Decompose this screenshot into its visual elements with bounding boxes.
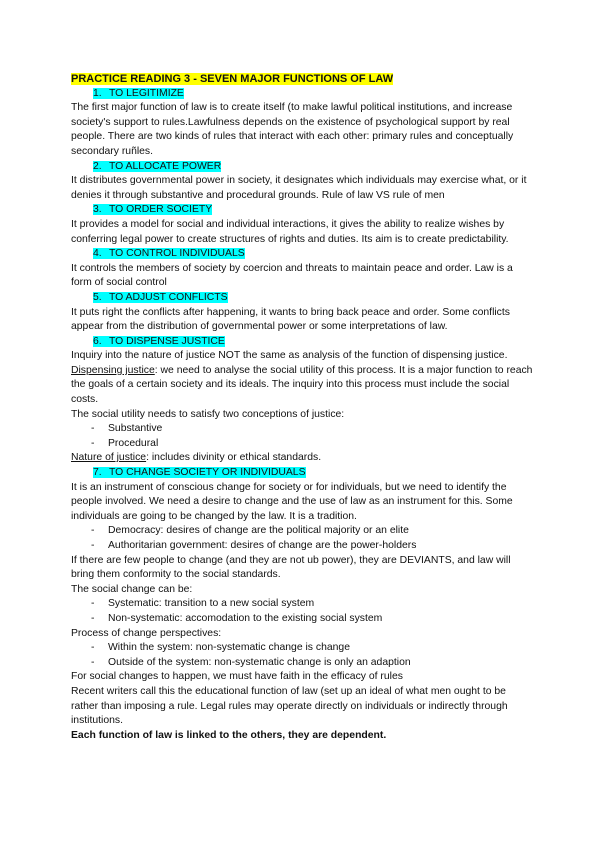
bullet-list: [71, 641, 533, 670]
section-paragraph: It provides a model for social and individual interactions, it gives the ability to realize wishes by conferring legal power to create structures of rights and duties. Its aim is to create predictability.: [71, 218, 509, 245]
section-paragraph: If there are few people to change (and they are not ub power), they are DEVIANTS, and law will bring them conformity to the social standards.: [71, 554, 511, 581]
section-paragraph: The first major function of law is to create itself (to make lawful political institutions, and increase society's support to rules.Lawfulness depends on the existence of psychological support by real people. There are two kinds of rules that interact with each other: primary rules and conceptually secondary ruñles.: [71, 102, 514, 157]
list-item: - Within the system: non-systematic change is change: [71, 641, 533, 656]
term-nature-of-justice: Nature of justice: [71, 452, 147, 464]
section-paragraph: For social changes to happen, we must have faith in the efficacy of rules: [71, 671, 403, 683]
list-item: - Systematic: transition to a new social system: [71, 597, 533, 612]
section-heading-allocate-power: 2. TO ALLOCATE POWER: [93, 160, 222, 172]
section-heading-control-individuals: 4. TO CONTROL INDIVIDUALS: [93, 248, 245, 260]
section-paragraph: It puts right the conflicts after happening, it wants to bring back peace and order. Some conflicts appear from the distribution of governmental power or some interpretations of law.: [71, 306, 510, 333]
section-paragraph: Dispensing justice: we need to analyse the social utility of this process. It is a major function to reach the goals of a certain society and its ideals. The inquiry into this process must include the social costs.: [71, 364, 533, 406]
section-heading-change-society: 7. TO CHANGE SOCIETY OR INDIVIDUALS: [93, 467, 306, 479]
section-paragraph: Process of change perspectives:: [71, 627, 222, 639]
bullet-list: [71, 524, 533, 553]
section-paragraph: The social change can be:: [71, 583, 193, 595]
section-paragraph: Nature of justice: includes divinity or ethical standards.: [71, 452, 322, 464]
list-item: - Substantive: [71, 422, 533, 437]
section-paragraph: It distributes governmental power in society, it designates which individuals may exercise what, or it denies it through substantive and procedural grounds. Rule of law VS rule of men: [71, 175, 527, 201]
bullet-list: [71, 422, 533, 451]
document-title: PRACTICE READING 3 - SEVEN MAJOR FUNCTIONS OF LAW: [71, 73, 394, 85]
section-heading-order-society: 3. TO ORDER SOCIETY: [93, 204, 213, 216]
section-paragraph: It controls the members of society by coercion and threats to maintain peace and order. Law is a form of social control: [71, 262, 513, 289]
list-item: - Democracy: desires of change are the political majority or an elite: [71, 524, 533, 539]
section-paragraph: It is an instrument of conscious change for society or for individuals, but we need to identify the people involved. We need a desire to change and the use of law as an instrument for this. Some individuals are going to be changed by the law. It is a tradition.: [71, 481, 513, 522]
list-item: - Procedural: [71, 437, 533, 452]
bullet-list: [71, 597, 533, 626]
document-body: [71, 72, 533, 743]
section-heading-adjust-conflicts: 5. TO ADJUST CONFLICTS: [93, 291, 228, 303]
conclusion: Each function of law is linked to the others, they are dependent.: [71, 729, 387, 741]
list-item: - Outside of the system: non-systematic change is only an adaption: [71, 656, 533, 671]
list-item: - Authoritarian government: desires of change are the power-holders: [71, 539, 533, 554]
section-paragraph: Inquiry into the nature of justice NOT the same as analysis of the function of dispensing justice.: [71, 350, 508, 362]
list-item: - Non-systematic: accomodation to the existing social system: [71, 612, 533, 627]
section-heading-dispense-justice: 6. TO DISPENSE JUSTICE: [93, 335, 225, 347]
section-paragraph: The social utility needs to satisfy two conceptions of justice:: [71, 408, 345, 420]
section-paragraph: Recent writers call this the educational function of law (set up an ideal of what men ought to be rather than imposing a rule. Legal rules may operate directly on individuals or indirectly through institutions.: [71, 685, 508, 727]
section-heading-legitimize: 1. TO LEGITIMIZE: [93, 87, 184, 99]
term-dispensing-justice: Dispensing justice: [71, 364, 155, 376]
